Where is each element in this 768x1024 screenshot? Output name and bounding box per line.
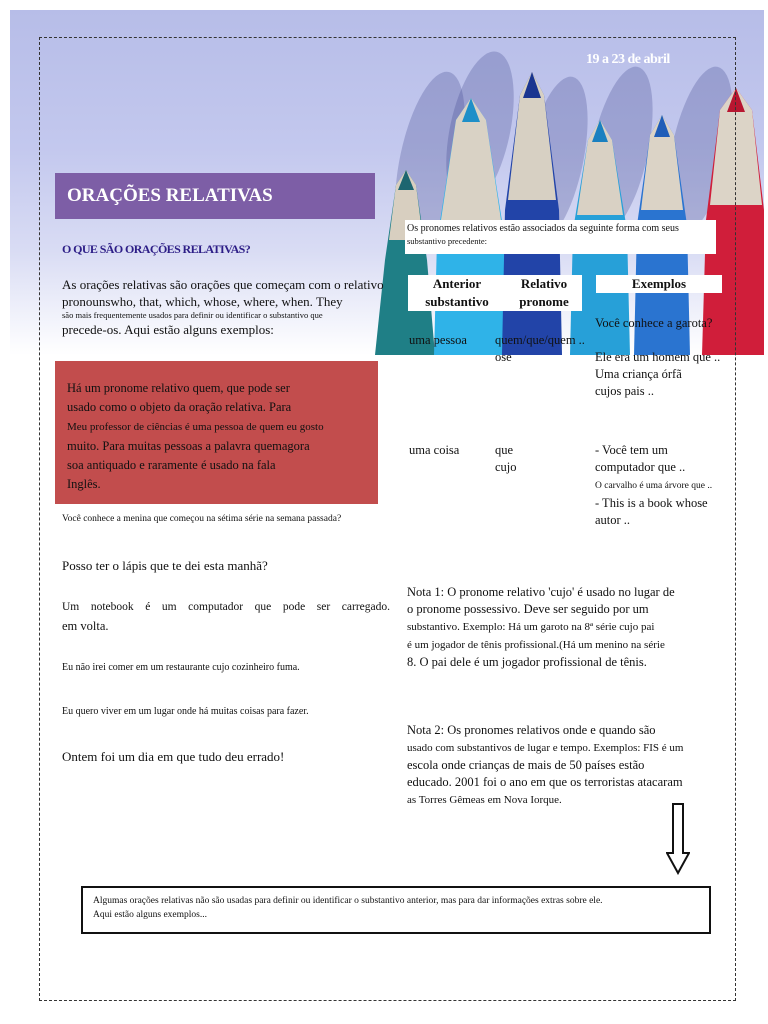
example-sentence: Eu não irei comer em um restaurante cujo cozinheiro fuma. — [62, 662, 300, 673]
header-line: substantivo — [425, 294, 489, 309]
note-1 — [407, 584, 737, 671]
page-title-text: ORAÇÕES RELATIVAS — [67, 185, 273, 206]
intro-small-line: são mais frequentemente usados para definir ou identificar o substantivo que — [62, 310, 323, 320]
intro-line: pronounswho, that, which, whose, where, when. They — [62, 294, 343, 309]
example-sentence: Ontem foi um dia em que tudo deu errado! — [62, 749, 285, 764]
cell-line: Ele era um homem que .. — [595, 350, 721, 364]
cell-line: quem/que/quem .. — [495, 333, 585, 347]
date-label: 19 a 23 de abril — [586, 52, 670, 67]
note-line: é um jogador de tênis profissional.(Há um menino na série — [407, 639, 665, 651]
example-sentence: Um notebook é um computador que pode ser carregado. — [62, 601, 390, 613]
cell-line: Uma criança órfã — [595, 367, 682, 381]
cell-line: O carvalho é uma árvore que .. — [595, 481, 713, 491]
intro-line: precede-os. Aqui estão alguns exemplos: — [62, 322, 274, 337]
table-cell-examples — [595, 315, 745, 400]
note-line: usado com substantivos de lugar e tempo. Exemplos: FIS é um — [407, 742, 684, 754]
cell-line: - Você tem um — [595, 443, 668, 457]
who-note-box — [55, 361, 378, 504]
cell-line: cujos pais .. — [595, 384, 655, 398]
note-line: muito. Para muitas pessoas a palavra quemagora — [67, 439, 310, 453]
intro-paragraph — [62, 276, 404, 338]
intro-line: As orações relativas são orações que começam com o relativo — [62, 277, 384, 292]
non-defining-note-box — [81, 886, 711, 934]
example-sentence: Você conhece a menina que começou na sétima série na semana passada? — [62, 514, 342, 524]
example-sentence: Eu quero viver em um lugar onde há muitas coisas para fazer. — [62, 706, 309, 717]
note-line: Inglês. — [67, 477, 101, 491]
table-intro-line: Os pronomes relativos estão associados da seguinte forma com seus — [407, 223, 679, 234]
cell-line: que — [495, 443, 514, 457]
table-intro — [405, 220, 716, 254]
header-line: pronome — [519, 294, 569, 309]
note-line: Nota 2: Os pronomes relativos onde e quando são — [407, 723, 656, 737]
header-line: Relativo — [520, 276, 568, 291]
table-cell-antecedent: uma coisa — [409, 443, 460, 457]
table-cell-pronoun — [495, 332, 595, 366]
cell-line: Você conhece a garota? — [595, 316, 713, 330]
note-line: Nota 1: O pronome relativo 'cujo' é usado no lugar de — [407, 585, 675, 599]
section-heading: O QUE SÃO ORAÇÕES RELATIVAS? — [62, 242, 251, 256]
note-line: soa antiquado e raramente é usado na fala — [67, 458, 276, 472]
cell-line: ose — [495, 350, 512, 364]
note-line: escola onde crianças de mais de 50 países estão — [407, 758, 645, 772]
table-header-antecedent — [408, 275, 506, 311]
note-line: usado como o objeto da oração relativa. Para — [67, 400, 292, 414]
cell-line: cujo — [495, 460, 517, 474]
note-line: as Torres Gêmeas em Nova Iorque. — [407, 794, 562, 806]
note-line: educado. 2001 foi o ano em que os terroristas atacaram — [407, 775, 683, 789]
cell-line: autor .. — [595, 513, 631, 527]
note-line: Há um pronome relativo quem, que pode ser — [67, 381, 290, 395]
note-2 — [407, 722, 737, 809]
note-line: o pronome possessivo. Deve ser seguido por um — [407, 602, 649, 616]
box-line: Aqui estão alguns exemplos... — [93, 910, 207, 920]
header-line: Exemplos — [631, 276, 687, 291]
cell-line: computador que .. — [595, 460, 686, 474]
note-line: Meu professor de ciências é uma pessoa de quem eu gosto — [67, 421, 324, 433]
table-cell-pronoun — [495, 442, 585, 476]
note-line: substantivo. Exemplo: Há um garoto na 8ª série cujo pai — [407, 621, 655, 633]
box-line: Algumas orações relativas não são usadas para definir ou identificar o substantivo anterior, mas para dar informações extras sobre ele. — [93, 896, 603, 906]
header-line: Anterior — [432, 276, 482, 291]
table-header-pronoun — [506, 275, 582, 311]
example-sentence: Posso ter o lápis que te dei esta manhã? — [62, 558, 268, 573]
table-cell-antecedent: uma pessoa — [409, 333, 467, 347]
table-cell-examples — [595, 442, 745, 529]
down-arrow-icon — [666, 803, 690, 875]
example-sentence: em volta. — [62, 619, 109, 633]
table-header-examples — [596, 275, 722, 293]
page-title — [55, 173, 375, 219]
cell-line: - This is a book whose — [595, 496, 708, 510]
table-intro-line: substantivo precedente: — [407, 236, 488, 246]
note-line: 8. O pai dele é um jogador profissional de tênis. — [407, 655, 647, 669]
